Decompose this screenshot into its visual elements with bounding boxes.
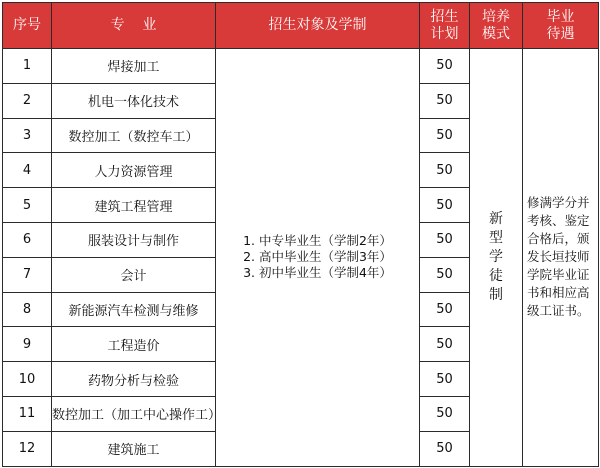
row-plan: 50 <box>420 83 470 118</box>
target-item: 1. 中专毕业生（学制2年） <box>243 233 392 249</box>
row-plan: 50 <box>420 49 470 84</box>
row-number: 8 <box>3 292 52 327</box>
row-plan: 50 <box>420 431 470 466</box>
enrollment-table <box>2 2 599 467</box>
row-major: 工程造价 <box>52 327 216 362</box>
header-enrollment-plan <box>420 3 470 49</box>
row-plan: 50 <box>420 396 470 431</box>
row-major: 建筑工程管理 <box>52 188 216 223</box>
row-number: 11 <box>3 396 52 431</box>
row-plan: 50 <box>420 292 470 327</box>
row-number: 10 <box>3 362 52 397</box>
row-plan: 50 <box>420 327 470 362</box>
row-number: 7 <box>3 257 52 292</box>
header-plan-line1: 招生 <box>430 8 459 25</box>
row-major: 服装设计与制作 <box>52 222 216 257</box>
row-number: 6 <box>3 222 52 257</box>
header-major: 专 业 <box>52 3 216 49</box>
graduation-treatment-cell <box>523 49 599 467</box>
header-mode-line2: 模式 <box>482 25 510 42</box>
row-major: 新能源汽车检测与维修 <box>52 292 216 327</box>
header-target-and-duration: 招生对象及学制 <box>216 3 420 49</box>
row-number: 4 <box>3 153 52 188</box>
row-plan: 50 <box>420 257 470 292</box>
row-number: 5 <box>3 188 52 223</box>
row-plan: 50 <box>420 153 470 188</box>
row-number: 1 <box>3 49 52 84</box>
training-mode-cell <box>470 49 523 467</box>
row-major: 数控加工（加工中心操作工） <box>52 396 216 431</box>
row-plan: 50 <box>420 188 470 223</box>
target-cell <box>216 49 420 467</box>
header-row <box>3 3 599 49</box>
row-major: 人力资源管理 <box>52 153 216 188</box>
header-treat-line1: 毕业 <box>546 8 575 25</box>
row-plan: 50 <box>420 118 470 153</box>
row-major: 药物分析与检验 <box>52 362 216 397</box>
row-number: 2 <box>3 83 52 118</box>
training-mode-text: 新型学徒制 <box>489 210 503 303</box>
row-number: 9 <box>3 327 52 362</box>
row-major: 机电一体化技术 <box>52 83 216 118</box>
row-major: 建筑施工 <box>52 431 216 466</box>
header-mode-line1: 培养 <box>482 8 510 25</box>
row-number: 12 <box>3 431 52 466</box>
target-item: 2. 高中毕业生（学制3年） <box>243 249 392 265</box>
row-plan: 50 <box>420 222 470 257</box>
row-major: 数控加工（数控车工） <box>52 118 216 153</box>
header-plan-line2: 计划 <box>430 25 459 42</box>
table-row <box>3 49 599 84</box>
row-plan: 50 <box>420 362 470 397</box>
header-training-mode <box>470 3 523 49</box>
header-treat-line2: 待遇 <box>546 25 575 42</box>
row-major: 焊接加工 <box>52 49 216 84</box>
row-number: 3 <box>3 118 52 153</box>
graduation-treatment-text: 修满学分并考核、鉴定合格后，颁发长垣技师学院毕业证书和相应高级工证书。 <box>527 195 590 319</box>
target-item: 3. 初中毕业生（学制4年） <box>243 265 392 281</box>
header-serial-number: 序号 <box>3 3 52 49</box>
row-major: 会计 <box>52 257 216 292</box>
header-graduation-treatment <box>523 3 599 49</box>
